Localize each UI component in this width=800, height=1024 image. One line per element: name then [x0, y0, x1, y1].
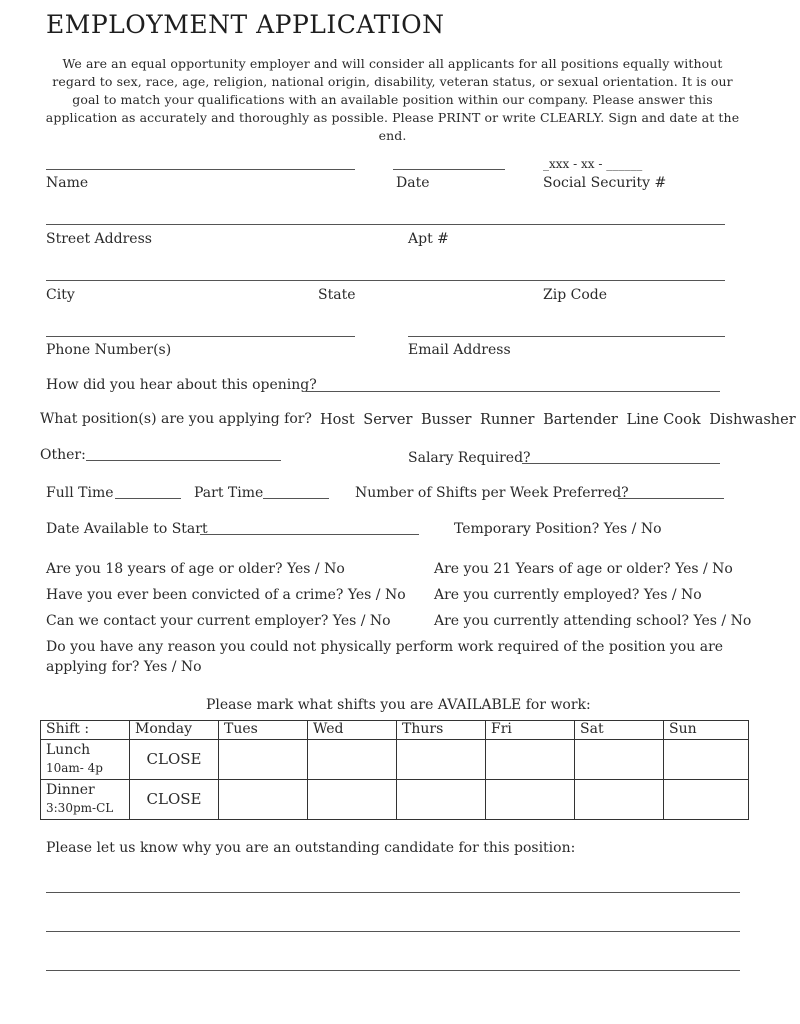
shifts-per-week-label: Number of Shifts per Week Preferred? — [355, 485, 629, 501]
email-label: Email Address — [408, 342, 511, 358]
email-line[interactable] — [408, 336, 725, 337]
table-header-row — [41, 721, 749, 740]
physical-question-line2[interactable]: applying for? Yes / No — [46, 659, 202, 675]
column-header: Shift : — [41, 721, 130, 740]
shift-cell-wed[interactable] — [308, 740, 397, 780]
column-header: Sat — [575, 721, 664, 740]
table-row — [41, 740, 749, 780]
shift-availability-table — [40, 720, 749, 820]
position-option-dishwasher[interactable]: Dishwasher — [709, 412, 796, 428]
shift-cell-wed[interactable] — [308, 780, 397, 820]
ssn-prefill[interactable]: _xxx - xx - ______ — [543, 157, 643, 171]
hear-about-line[interactable] — [306, 391, 720, 392]
city-line[interactable] — [46, 280, 725, 281]
full-time-line[interactable] — [115, 498, 181, 499]
physical-question-line1: Do you have any reason you could not physically perform work required of the position you are — [46, 639, 724, 655]
city-label: City — [46, 287, 75, 303]
shift-cell-monday[interactable]: CLOSE — [130, 740, 219, 780]
name-line[interactable] — [46, 169, 355, 170]
shift-cell-sun[interactable] — [664, 780, 749, 820]
shift-name-cell — [41, 740, 130, 780]
age21-question[interactable]: Are you 21 Years of age or older? Yes / No — [434, 561, 733, 577]
school-question[interactable]: Are you currently attending school? Yes / No — [434, 613, 752, 629]
answer-line[interactable] — [46, 970, 740, 971]
phone-label: Phone Number(s) — [46, 342, 172, 358]
outstanding-label: Please let us know why you are an outstanding candidate for this position: — [46, 840, 576, 856]
part-time-label: Part Time — [194, 485, 264, 501]
street-label: Street Address — [46, 231, 152, 247]
shift-cell-sat[interactable] — [575, 780, 664, 820]
shift-name: Lunch — [46, 742, 91, 758]
salary-label: Salary Required? — [408, 450, 531, 466]
column-header: Wed — [308, 721, 397, 740]
position-option-host[interactable]: Host — [320, 412, 355, 428]
positions-label: What position(s) are you applying for? — [40, 411, 312, 427]
date-available-line[interactable] — [200, 534, 419, 535]
shift-time: 3:30pm-CL — [46, 801, 114, 815]
shift-cell-sat[interactable] — [575, 740, 664, 780]
shift-cell-tues[interactable] — [219, 740, 308, 780]
convicted-question[interactable]: Have you ever been convicted of a crime? Yes / No — [46, 587, 406, 603]
table-row — [41, 780, 749, 820]
positions-options — [320, 410, 800, 430]
full-time-label: Full Time — [46, 485, 114, 501]
position-option-busser[interactable]: Busser — [421, 412, 472, 428]
column-header: Thurs — [397, 721, 486, 740]
column-header: Monday — [130, 721, 219, 740]
employed-question[interactable]: Are you currently employed? Yes / No — [434, 587, 702, 603]
part-time-line[interactable] — [263, 498, 329, 499]
column-header: Sun — [664, 721, 749, 740]
date-label: Date — [396, 175, 430, 191]
position-option-bartender[interactable]: Bartender — [543, 412, 618, 428]
shift-cell-tues[interactable] — [219, 780, 308, 820]
shift-cell-sun[interactable] — [664, 740, 749, 780]
other-line[interactable] — [86, 460, 281, 461]
other-label: Other: — [40, 447, 86, 463]
position-option-server[interactable]: Server — [363, 412, 413, 428]
age18-question[interactable]: Are you 18 years of age or older? Yes / No — [46, 561, 345, 577]
shift-cell-fri[interactable] — [486, 780, 575, 820]
shift-cell-fri[interactable] — [486, 740, 575, 780]
name-label: Name — [46, 175, 89, 191]
column-header: Fri — [486, 721, 575, 740]
shift-cell-thurs[interactable] — [397, 740, 486, 780]
apt-label: Apt # — [408, 231, 449, 247]
ssn-label: Social Security # — [543, 175, 667, 191]
answer-line[interactable] — [46, 892, 740, 893]
intro-paragraph: We are an equal opportunity employer and will consider all applicants for all positions equally without regard to sex, race, age, religion, national origin, disability, veteran status, or sexual orientation. It is our goal to match your qualifications with an available position within our company. Please answer this application as accurately and thoroughly as possible. Please PRINT or write CLEARLY. Sign and date at the end. — [45, 56, 740, 143]
shift-time: 10am- 4p — [46, 761, 103, 775]
shifts-heading: Please mark what shifts you are AVAILABLE for work: — [206, 697, 591, 713]
shift-name: Dinner — [46, 782, 95, 798]
shifts-per-week-line[interactable] — [618, 498, 724, 499]
shift-name-cell — [41, 780, 130, 820]
state-label: State — [318, 287, 356, 303]
contact-employer-question[interactable]: Can we contact your current employer? Yes / No — [46, 613, 391, 629]
answer-line[interactable] — [46, 931, 740, 932]
temporary-question[interactable]: Temporary Position? Yes / No — [454, 521, 662, 537]
page-title: EMPLOYMENT APPLICATION — [46, 10, 445, 39]
position-option-line-cook[interactable]: Line Cook — [626, 412, 701, 428]
date-line[interactable] — [393, 169, 505, 170]
hear-about-label: How did you hear about this opening? — [46, 377, 317, 393]
salary-line[interactable] — [522, 463, 720, 464]
position-option-runner[interactable]: Runner — [480, 412, 535, 428]
shift-cell-monday[interactable]: CLOSE — [130, 780, 219, 820]
date-available-label: Date Available to Start — [46, 521, 208, 537]
street-line[interactable] — [46, 224, 725, 225]
shift-cell-thurs[interactable] — [397, 780, 486, 820]
column-header: Tues — [219, 721, 308, 740]
zip-label: Zip Code — [543, 287, 608, 303]
phone-line[interactable] — [46, 336, 355, 337]
